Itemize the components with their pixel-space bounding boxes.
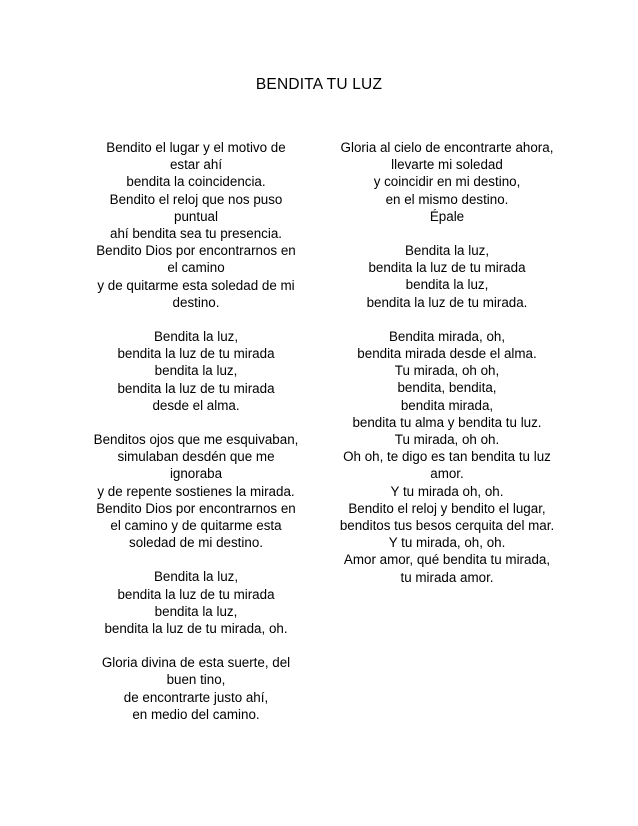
lyric-line: Bendita la luz, [153, 569, 239, 585]
lyric-line: Benditos ojos que me esquivaban, [93, 432, 299, 448]
lyric-line: Bendita la luz, [153, 329, 239, 345]
lyric-line: Épale [429, 208, 465, 224]
lyric-line: Oh oh, te digo es tan bendita tu luz amor. [343, 449, 551, 482]
lyric-line: bendita tu alma y bendita tu luz. [352, 414, 542, 430]
stanza [336, 242, 558, 311]
lyric-line: bendita la luz de tu mirada [368, 260, 526, 276]
lyric-line: Bendito el lugar y el motivo de estar ahí [106, 140, 286, 173]
lyric-line: y coincidir en mi destino, [373, 174, 521, 190]
lyric-line: en el mismo destino. [385, 191, 509, 207]
lyric-line: bendita la luz, [405, 277, 489, 293]
lyric-line: en medio del camino. [132, 706, 260, 722]
lyric-line: Amor amor, qué bendita tu mirada, [343, 552, 551, 568]
lyric-line: bendita la luz de tu mirada, oh. [104, 621, 288, 637]
lyric-line: Y tu mirada, oh, oh. [388, 535, 506, 551]
lyric-line: de encontrarte justo ahí, [123, 689, 269, 705]
stanza [90, 139, 302, 311]
lyric-line: bendita mirada desde el alma. [357, 346, 537, 362]
lyric-line: Bendito el reloj y bendito el lugar, [348, 500, 546, 516]
lyric-line: bendita la luz de tu mirada [117, 380, 275, 396]
lyric-line: bendita la luz, [154, 363, 238, 379]
lyrics-right-column [336, 139, 558, 586]
lyric-line: bendita la luz de tu mirada [117, 346, 275, 362]
lyric-line: y de quitarme esta soledad de mi destino. [97, 277, 295, 310]
stanza [90, 431, 302, 551]
lyric-line: bendita la luz de tu mirada. [366, 294, 528, 310]
lyric-line: ahí bendita sea tu presencia. [110, 226, 282, 242]
stanza [90, 654, 302, 723]
lyric-line: Gloria al cielo de encontrarte ahora, [340, 140, 554, 155]
lyric-line: Y tu mirada oh, oh. [390, 483, 504, 499]
lyric-line: Bendita la luz, [404, 243, 490, 259]
stanza [90, 568, 302, 637]
lyric-line: Bendito Dios por encontrarnos en el camino [96, 243, 296, 276]
stanza [90, 328, 302, 414]
lyric-line: bendita la luz, [154, 603, 238, 619]
lyric-line: bendita la coincidencia. [126, 174, 266, 190]
stanza [336, 139, 558, 225]
lyric-line: tu mirada amor. [400, 569, 494, 585]
lyric-line: bendita mirada, [400, 397, 494, 413]
lyrics-left-column [90, 139, 302, 723]
lyric-line: benditos tus besos cerquita del mar. [339, 518, 555, 534]
lyric-line: desde el alma. [152, 397, 240, 413]
lyric-line: Gloria divina de esta suerte, del buen tino, [101, 655, 291, 688]
lyric-line: Bendito Dios por encontrarnos en el camino y de quitarme esta soledad de mi destino. [96, 500, 296, 551]
lyric-line: Tu mirada, oh oh. [394, 432, 500, 448]
lyric-line: llevarte mi soledad [391, 157, 503, 173]
lyric-line: Tu mirada, oh oh, [394, 363, 500, 379]
lyric-line: simulaban desdén que me ignoraba [117, 449, 275, 482]
lyric-line: bendita la luz de tu mirada [117, 586, 275, 602]
stanza [336, 328, 558, 586]
page-title: BENDITA TU LUZ [255, 76, 383, 93]
lyric-line: y de repente sostienes la mirada. [97, 483, 295, 499]
lyric-line: bendita, bendita, [397, 380, 497, 396]
lyric-line: Bendito el reloj que nos puso puntual [109, 191, 283, 224]
lyric-line: Bendita mirada, oh, [388, 328, 506, 344]
